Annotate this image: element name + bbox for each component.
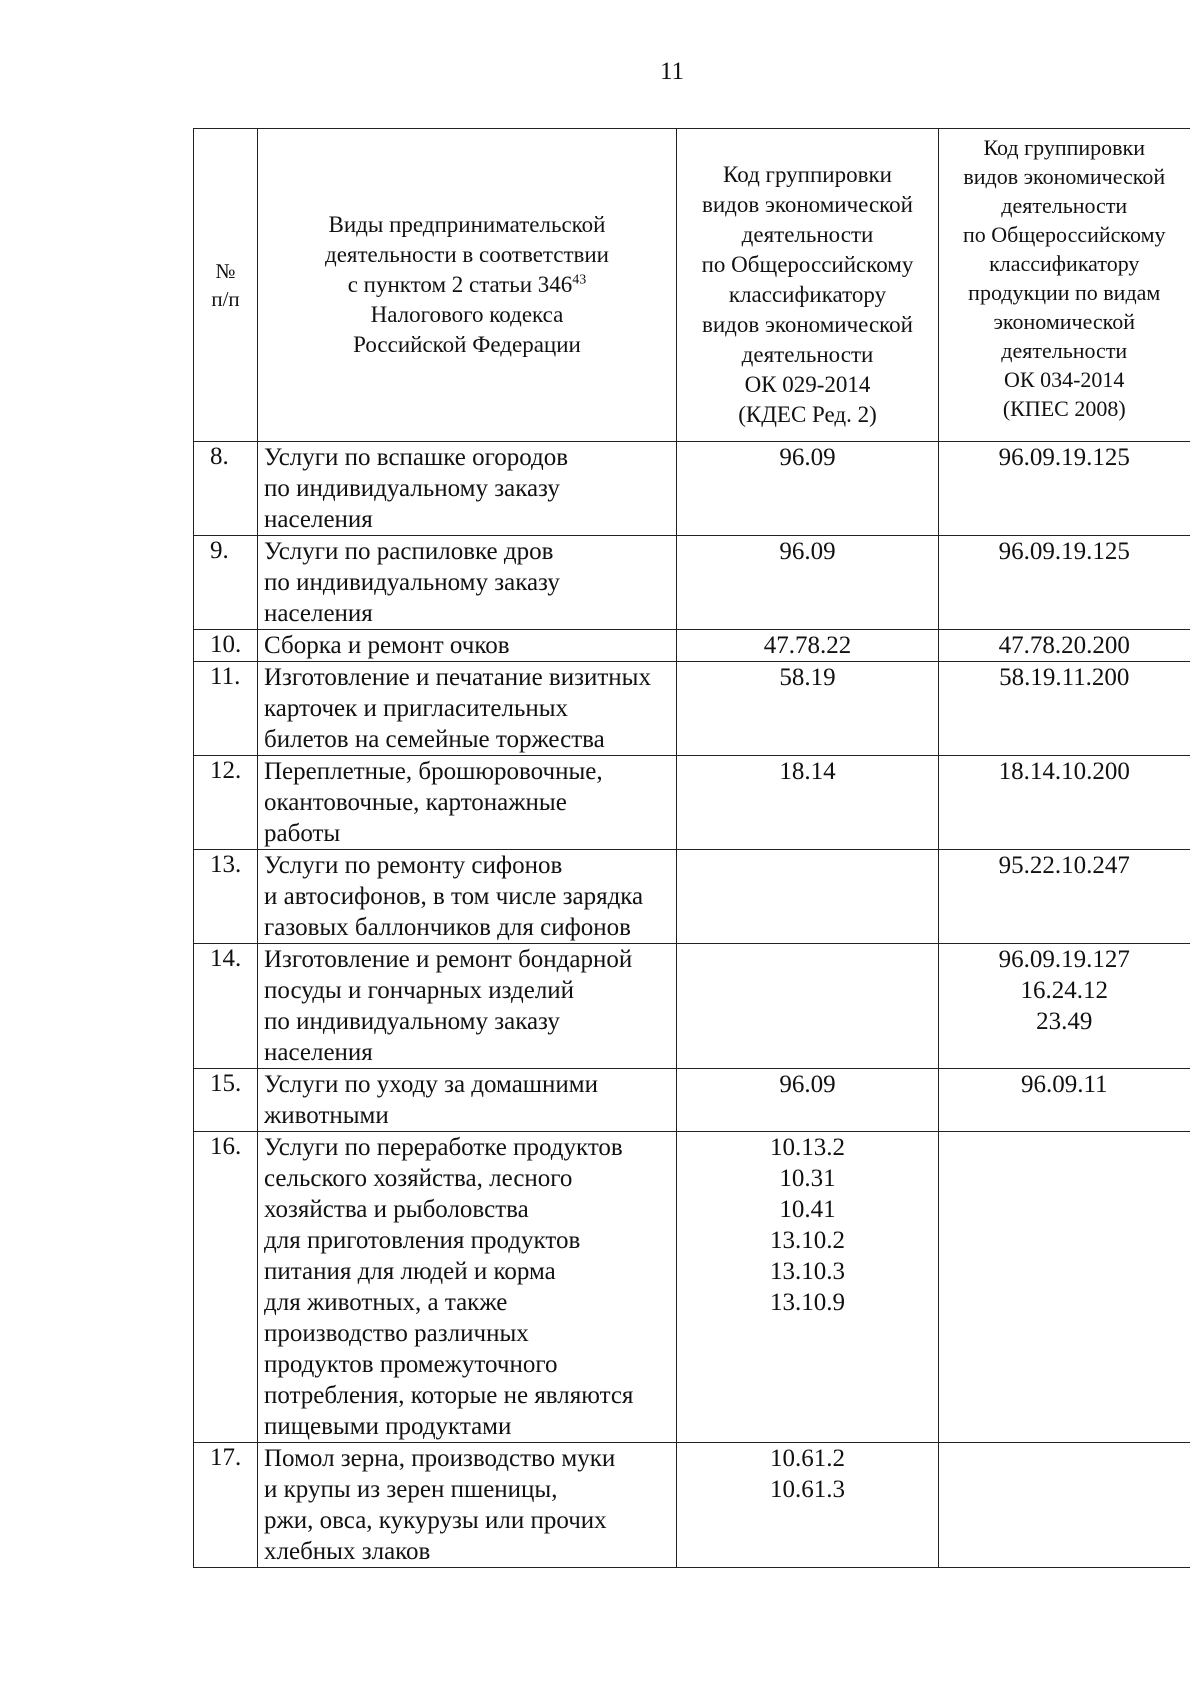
table-row (194, 1069, 1190, 1132)
table-row (194, 536, 1190, 630)
row-okpd: 96.09.19.125 (939, 536, 1190, 630)
header-okved: Код группировки видов экономической деятельности по Общероссийскому классификатору видов экономической деятельности ОК 029-2014 (КДЕС Ред. 2) (677, 129, 939, 442)
header-activity: Виды предпринимательской деятельности в соответствии с пунктом 2 статьи $346^{43}$ Налогового кодекса Российской Федерации (258, 129, 677, 442)
row-number: 8. (194, 442, 258, 536)
row-okved: 96.09 (677, 442, 939, 536)
table-row (194, 756, 1190, 850)
row-number: 17. (194, 1443, 258, 1568)
row-activity: Услуги по ремонту сифонов и автосифонов, в том числе зарядка газовых баллончиков для сифонов (258, 850, 677, 944)
row-number: 12. (194, 756, 258, 850)
row-activity: Услуги по уходу за домашними животными (258, 1069, 677, 1132)
row-number: 9. (194, 536, 258, 630)
row-activity: Услуги по вспашке огородов по индивидуальному заказу населения (258, 442, 677, 536)
row-number: 14. (194, 944, 258, 1069)
row-number: 15. (194, 1069, 258, 1132)
row-okved (677, 944, 939, 1069)
row-number: 11. (194, 662, 258, 756)
table-row (194, 662, 1190, 756)
header-number: № п/п (194, 129, 258, 442)
row-okved: 47.78.22 (677, 630, 939, 662)
page-number: 11 (659, 58, 685, 85)
table-header-row (194, 129, 1190, 442)
table-row (194, 442, 1190, 536)
table-row (194, 850, 1190, 944)
footnote-ref: 43 (572, 272, 587, 288)
row-okved: 18.14 (677, 756, 939, 850)
row-okved: 10.13.2 10.31 10.41 13.10.2 13.10.3 13.10.9 (677, 1132, 939, 1443)
row-okpd: 58.19.11.200 (939, 662, 1190, 756)
row-okpd (939, 1132, 1190, 1443)
activity-codes-table (193, 128, 1190, 1568)
row-okpd: 47.78.20.200 (939, 630, 1190, 662)
row-number: 16. (194, 1132, 258, 1443)
row-okpd: 96.09.11 (939, 1069, 1190, 1132)
row-okpd (939, 1443, 1190, 1568)
row-activity: Сборка и ремонт очков (258, 630, 677, 662)
row-okved: 10.61.2 10.61.3 (677, 1443, 939, 1568)
row-activity: Помол зерна, производство муки и крупы из зерен пшеницы, ржи, овса, кукурузы или прочих хлебных злаков (258, 1443, 677, 1568)
header-okpd: Код группировки видов экономической деятельности по Общероссийскому классификатору продукции по видам экономической деятельности ОК 034-2014 (КПЕС 2008) (939, 129, 1190, 442)
row-activity: Услуги по распиловке дров по индивидуальному заказу населения (258, 536, 677, 630)
row-okved (677, 850, 939, 944)
row-okved: 58.19 (677, 662, 939, 756)
row-okpd: 95.22.10.247 (939, 850, 1190, 944)
row-activity: Переплетные, брошюровочные, окантовочные, картонажные работы (258, 756, 677, 850)
row-number: 10. (194, 630, 258, 662)
row-activity: Изготовление и ремонт бондарной посуды и гончарных изделий по индивидуальному заказу населения (258, 944, 677, 1069)
row-okved: 96.09 (677, 536, 939, 630)
row-okpd: 96.09.19.125 (939, 442, 1190, 536)
row-activity: Изготовление и печатание визитных карточек и пригласительных билетов на семейные торжества (258, 662, 677, 756)
table-row (194, 630, 1190, 662)
table-row (194, 1132, 1190, 1443)
row-okpd: 18.14.10.200 (939, 756, 1190, 850)
row-activity: Услуги по переработке продуктов сельского хозяйства, лесного хозяйства и рыболовства для приготовления продуктов питания для людей и корма для животных, а также производство различных продуктов промежуточного потребления, которые не являются пищевыми продуктами (258, 1132, 677, 1443)
row-okved: 96.09 (677, 1069, 939, 1132)
table-row (194, 944, 1190, 1069)
table-row (194, 1443, 1190, 1568)
row-number: 13. (194, 850, 258, 944)
row-okpd: 96.09.19.127 16.24.12 23.49 (939, 944, 1190, 1069)
